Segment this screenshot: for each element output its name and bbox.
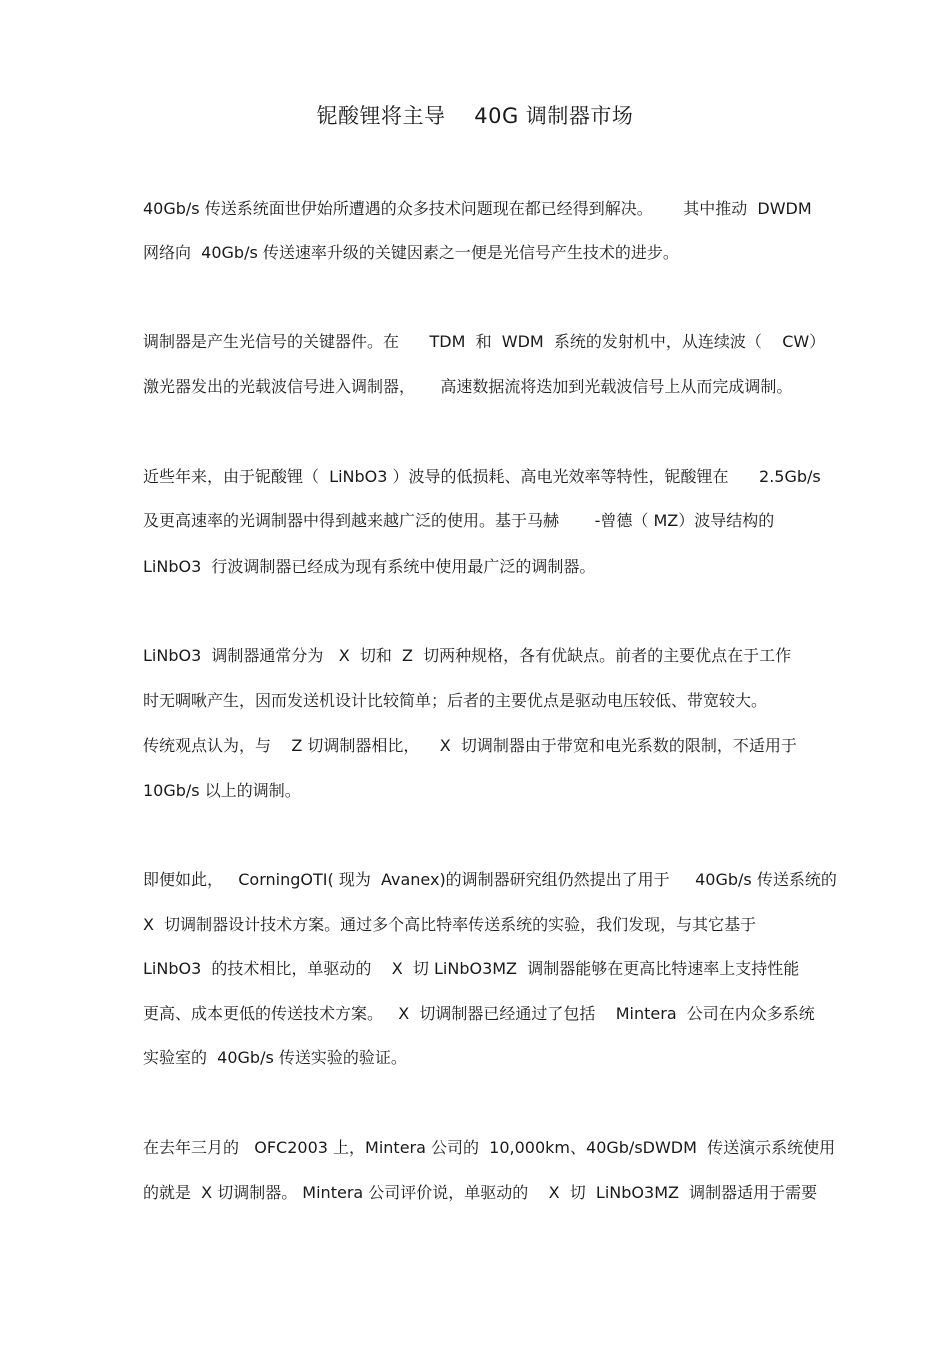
paragraph-5-line-4: 更高、成本更低的传送技术方案。 X 切调制器已经通过了包括 Mintera 公司在内众多系统 <box>143 1004 815 1023</box>
paragraph-4-line-1: LiNbO3 调制器通常分为 X 切和 Z 切两种规格，各有优缺点。前者的主要优点在于工作 <box>143 646 792 665</box>
paragraph-6-line-2: 的就是 X 切调制器。 Mintera 公司评价说，单驱动的 X 切 LiNbO3MZ 调制器适用于需要 <box>143 1183 818 1202</box>
paragraph-4-line-3: 传统观点认为，与 Z 切调制器相比， X 切调制器由于带宽和电光系数的限制，不适用于 <box>143 736 797 755</box>
paragraph-1-line-1: 40Gb/s 传送系统面世伊始所遭遇的众多技术问题现在都已经得到解决。 其中推动 DWDM <box>143 199 812 218</box>
document-title: 铌酸锂将主导 40G 调制器市场 <box>316 104 634 128</box>
paragraph-3-line-3: LiNbO3 行波调制器已经成为现有系统中使用最广泛的调制器。 <box>143 557 596 576</box>
paragraph-5-line-3: LiNbO3 的技术相比，单驱动的 X 切 LiNbO3MZ 调制器能够在更高比特速率上支持性能 <box>143 959 800 978</box>
paragraph-5-line-5: 实验室的 40Gb/s 传送实验的验证。 <box>143 1048 407 1067</box>
paragraph-4-line-2: 时无啁啾产生，因而发送机设计比较简单；后者的主要优点是驱动电压较低、带宽较大。 <box>143 691 768 710</box>
paragraph-6-line-1: 在去年三月的 OFC2003 上，Mintera 公司的 10,000km、40Gb/sDWDM 传送演示系统使用 <box>143 1138 836 1157</box>
paragraph-3-line-2: 及更高速率的光调制器中得到越来越广泛的使用。基于马赫 -曾德（ MZ）波导结构的 <box>143 511 775 530</box>
paragraph-5-line-2: X 切调制器设计技术方案。通过多个高比特率传送系统的实验，我们发现，与其它基于 <box>143 915 757 934</box>
paragraph-1-line-2: 网络向 40Gb/s 传送速率升级的关键因素之一便是光信号产生技术的进步。 <box>143 243 679 262</box>
paragraph-2-line-2: 激光器发出的光载波信号进入调制器， 高速数据流将迭加到光载波信号上从而完成调制。 <box>143 377 793 396</box>
paragraph-5-line-1: 即便如此， CorningOTI( 现为 Avanex)的调制器研究组仍然提出了用于 40Gb/s 传送系统的 <box>143 870 837 889</box>
paragraph-3-line-1: 近些年来，由于铌酸锂（ LiNbO3 ）波导的低损耗、高电光效率等特性，铌酸锂在 2.5Gb/s <box>143 467 821 486</box>
paragraph-4-line-4: 10Gb/s 以上的调制。 <box>143 781 301 800</box>
paragraph-2-line-1: 调制器是产生光信号的关键器件。在 TDM 和 WDM 系统的发射机中，从连续波（ CW） <box>143 332 826 351</box>
